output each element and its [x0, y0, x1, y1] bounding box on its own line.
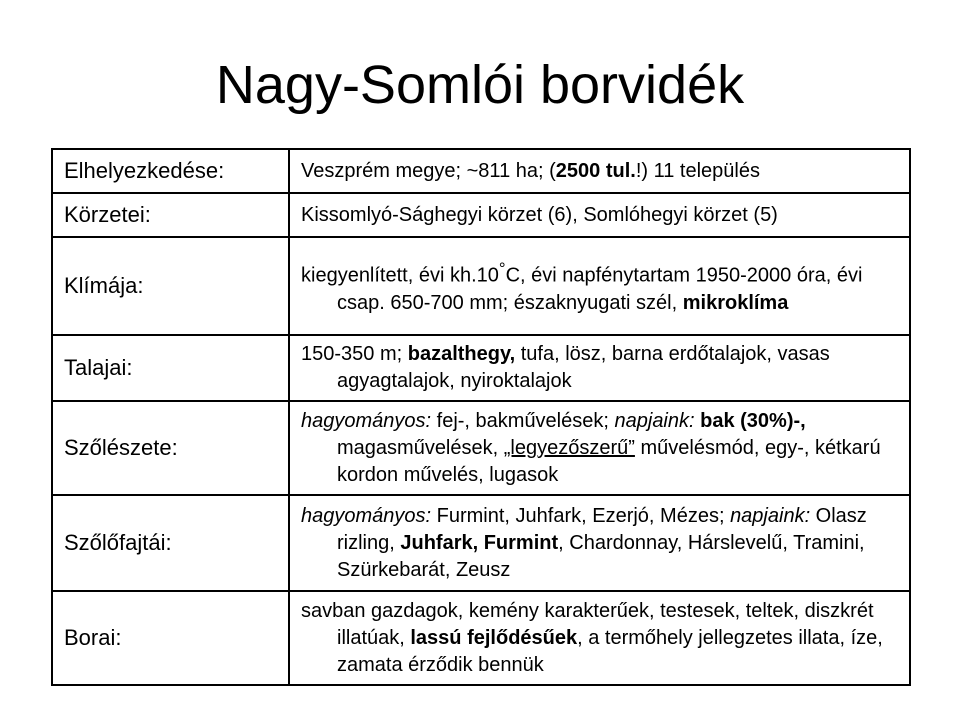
superscript-text: ° [498, 259, 506, 279]
table-row [52, 237, 910, 335]
row-value-text [301, 255, 903, 317]
bold-text: lassú fejlődésűek [410, 626, 578, 649]
table-row [52, 401, 910, 495]
bold-text: Juhfark, Furmint [400, 531, 559, 554]
row-label: Elhelyezkedése: [52, 149, 289, 193]
text-run: fej-, bakművelések; [431, 409, 615, 432]
row-value [289, 237, 910, 335]
row-label: Talajai: [52, 335, 289, 401]
bold-text: mikroklíma [682, 291, 789, 314]
table-row [52, 193, 910, 237]
bold-text: bazalthegy, [407, 343, 516, 365]
text-run: Kissomlyó-Sághegyi körzet (6), Somlóhegyi körzet (5) [301, 203, 778, 226]
text-run: tufa, lösz, barna erdőtalajok, vasas agyagtalajok, nyiroktalajok [337, 343, 830, 392]
italic-text: hagyományos: [301, 409, 432, 432]
table-row [52, 149, 910, 193]
row-value-text [301, 158, 903, 185]
bold-text: bak (30%)-, [700, 409, 806, 432]
text-run: !) 11 település [635, 159, 760, 182]
table-row [52, 335, 910, 401]
row-label: Borai: [52, 591, 289, 685]
text-run: 150-350 m; [301, 343, 408, 365]
text-run: Veszprém megye; ~811 ha; ( [301, 159, 556, 182]
row-value [289, 149, 910, 193]
text-run: savban gazdagok, kemény karakterűek, testesek, teltek, diszkrét illatúak, [301, 599, 874, 649]
row-value [289, 401, 910, 495]
table-row [52, 495, 910, 591]
page-title: Nagy-Somlói borvidék [215, 55, 745, 115]
info-table [51, 148, 911, 686]
italic-text: napjaink: [614, 409, 695, 432]
row-value [289, 495, 910, 591]
row-value-text [301, 598, 903, 679]
italic-text: napjaink: [730, 504, 811, 527]
row-value-text [301, 202, 903, 229]
row-label: Klímája: [52, 237, 289, 335]
table-row [52, 591, 910, 685]
row-label: Szőlészete: [52, 401, 289, 495]
underlined-text: „legyezőszerű” [503, 436, 635, 459]
row-value-text [301, 408, 903, 489]
text-run: művelésmód, egy-, kétkarú kordon művelés, lugasok [337, 436, 881, 486]
italic-text: hagyományos: [301, 504, 432, 527]
text-run: magasművelések, [337, 436, 504, 459]
row-label: Szőlőfajtái: [52, 495, 289, 591]
row-value [289, 193, 910, 237]
text-run: Olasz rizling, [337, 504, 867, 554]
text-run: , a termőhely jellegzetes illata, íze, zamata érződik bennük [337, 626, 883, 676]
row-value [289, 335, 910, 401]
row-value-text [301, 341, 903, 395]
bold-text: 2500 tul. [555, 159, 636, 182]
row-value [289, 591, 910, 685]
text-run: , Chardonnay, Hárslevelű, Tramini, Szürkebarát, Zeusz [337, 531, 865, 581]
row-value-text [301, 503, 903, 584]
text-run: kiegyenlített, évi kh.10 [301, 264, 499, 287]
text-run: C, évi napfénytartam 1950-2000 óra, évi csap. 650-700 mm; északnyugati szél, [337, 264, 863, 314]
row-label: Körzetei: [52, 193, 289, 237]
text-run: Furmint, Juhfark, Ezerjó, Mézes; [431, 504, 731, 527]
